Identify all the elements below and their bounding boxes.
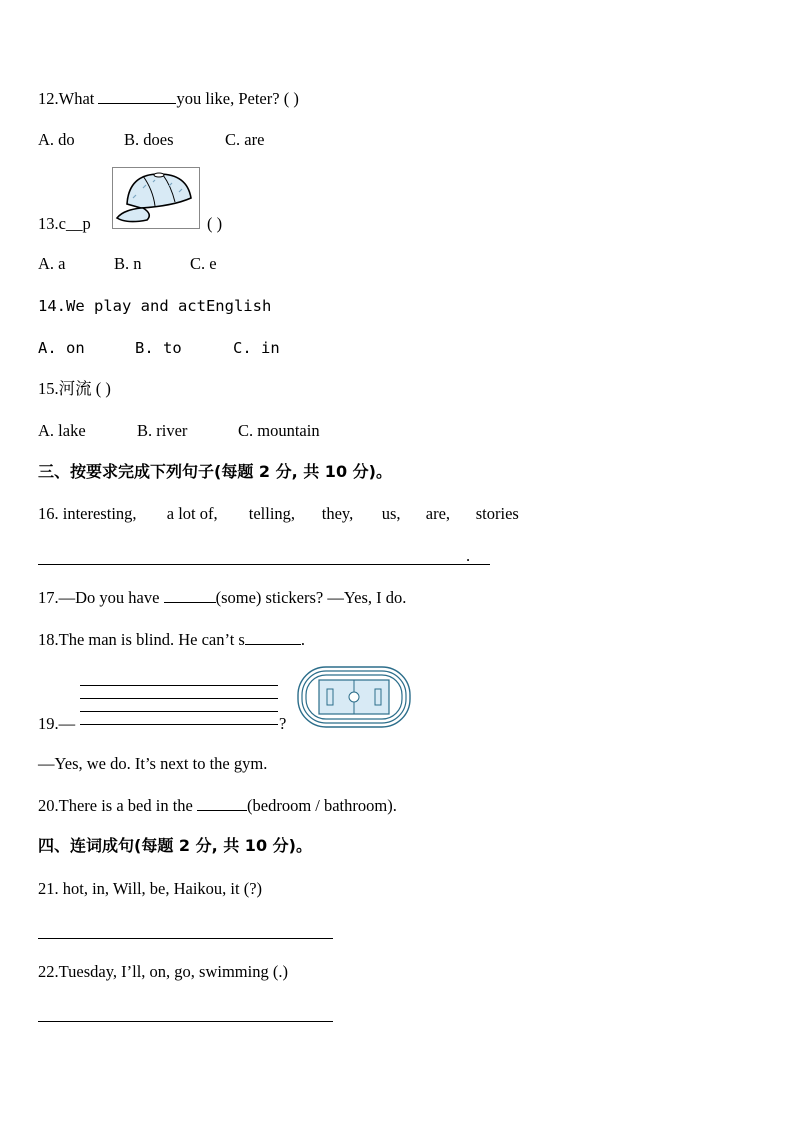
word-2: a lot of,	[166, 504, 218, 523]
answer-line[interactable]	[80, 698, 278, 699]
option-a: A. on	[38, 339, 85, 357]
section-heading-4: 四、连词成句(每题 2 分, 共 10 分)。	[38, 836, 312, 855]
answer-blank[interactable]	[197, 795, 247, 811]
question-12	[38, 88, 299, 109]
question-text-end: (some) stickers? —Yes, I do.	[215, 588, 407, 607]
option-a: A. do	[38, 130, 75, 149]
question-text-start: What	[58, 89, 99, 108]
answer-19: —Yes, we do. It’s next to the gym.	[38, 754, 268, 773]
option-a: A. a	[38, 254, 66, 273]
question-14: 14.We play and actEnglish	[38, 297, 272, 315]
answer-blank[interactable]	[164, 587, 216, 603]
answer-blank[interactable]	[98, 88, 176, 104]
answer-line[interactable]	[80, 685, 278, 686]
question-number: 12.	[38, 89, 59, 108]
option-a: A. lake	[38, 421, 86, 440]
answer-line-21[interactable]	[38, 938, 333, 939]
question-text-start: 17.—Do you have	[38, 588, 164, 607]
answer-line-22[interactable]	[38, 1021, 333, 1022]
option-c: C. in	[233, 339, 280, 357]
answer-line-16[interactable]	[38, 564, 490, 565]
option-c: C. e	[190, 254, 217, 273]
question-20	[38, 795, 397, 816]
options-15	[38, 421, 320, 441]
word-7: stories	[475, 504, 519, 523]
answer-paren[interactable]: ( )	[207, 214, 223, 233]
question-19-prefix: 19.—	[38, 714, 76, 733]
word-6: are,	[425, 504, 451, 523]
options-12	[38, 130, 264, 150]
question-19-suffix: ?	[279, 714, 287, 733]
option-c: C. mountain	[238, 421, 320, 440]
section-heading-3: 三、按要求完成下列句子(每题 2 分, 共 10 分)。	[38, 462, 392, 481]
question-16	[38, 504, 519, 524]
question-15: 15.河流 ( )	[38, 379, 111, 398]
option-b: B. does	[124, 130, 174, 149]
end-mark: .	[466, 546, 471, 565]
question-22: 22.Tuesday, I’ll, on, go, swimming (.)	[38, 962, 288, 981]
options-14	[38, 338, 280, 358]
word-5: us,	[381, 504, 401, 523]
word-3: telling,	[248, 504, 296, 523]
question-text-end: you like, Peter? ( )	[176, 89, 299, 108]
question-text-start: 18.The man is blind. He can’t s	[38, 630, 245, 649]
question-text-end: .	[300, 630, 305, 649]
cap-icon	[112, 167, 200, 229]
option-c: C. are	[225, 130, 265, 149]
question-text-start: 20.There is a bed in the	[38, 796, 197, 815]
answer-line[interactable]	[80, 711, 278, 712]
question-13	[38, 214, 91, 234]
question-21: 21. hot, in, Will, be, Haikou, it (?)	[38, 879, 263, 898]
question-number: 16.	[38, 504, 59, 523]
question-17	[38, 587, 406, 608]
question-text-end: (bedroom / bathroom).	[247, 796, 397, 815]
question-number: 13.	[38, 214, 59, 233]
answer-blank[interactable]	[245, 629, 301, 645]
missing-letter-word: c__p	[58, 214, 91, 233]
options-13	[38, 254, 217, 274]
word-4: they,	[321, 504, 354, 523]
option-b: B. to	[135, 339, 182, 357]
question-18	[38, 629, 305, 650]
option-b: B. n	[114, 254, 142, 273]
sports-field-icon	[297, 666, 411, 728]
answer-line[interactable]	[80, 724, 278, 725]
option-b: B. river	[137, 421, 188, 440]
word-1: interesting,	[62, 504, 137, 523]
